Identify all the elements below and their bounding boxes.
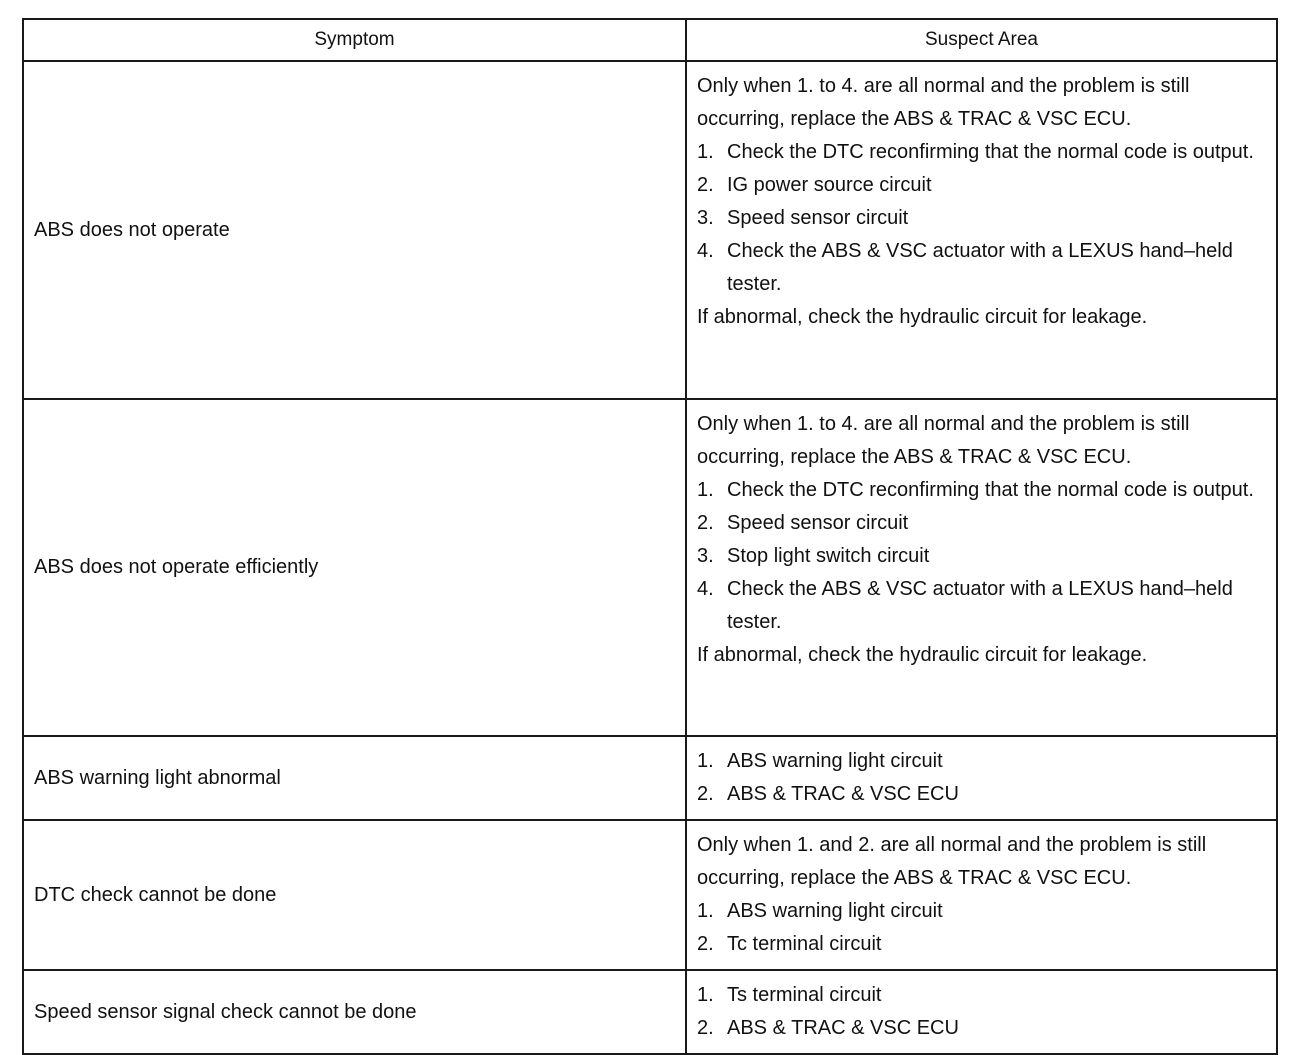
suspect-area-intro: Only when 1. to 4. are all normal and the problem is still occurring, replace the ABS & TRAC & VSC ECU. (697, 413, 1190, 468)
list-item-text: IG power source circuit (727, 174, 932, 196)
list-item (697, 745, 1268, 778)
table-row (23, 970, 1277, 1054)
list-item (697, 979, 1268, 1012)
list-item-number: 1. (697, 984, 714, 1006)
list-item-text: Ts terminal circuit (727, 984, 882, 1006)
suspect-area-intro: Only when 1. to 4. are all normal and the problem is still occurring, replace the ABS & TRAC & VSC ECU. (697, 75, 1190, 130)
table-row (23, 820, 1277, 970)
list-item-text: Speed sensor circuit (727, 207, 909, 229)
list-item-text: Speed sensor circuit (727, 512, 909, 534)
list-item-number: 2. (697, 512, 714, 534)
header-symptom: Symptom (23, 19, 686, 61)
suspect-area-cell (686, 736, 1277, 820)
table-row (23, 61, 1277, 399)
suspect-area-cell (686, 820, 1277, 970)
list-item-text: Check the ABS & VSC actuator with a LEXUS hand–held tester. (727, 240, 1233, 295)
list-item-number: 2. (697, 1017, 714, 1039)
table-row (23, 736, 1277, 820)
header-suspect-area: Suspect Area (686, 19, 1277, 61)
list-item-number: 2. (697, 174, 714, 196)
list-item (697, 169, 1268, 202)
list-item-text: Check the DTC reconfirming that the normal code is output. (727, 479, 1254, 501)
symptom-cell: ABS does not operate efficiently (23, 399, 686, 736)
list-item (697, 895, 1268, 928)
list-item (697, 928, 1268, 961)
list-item-number: 2. (697, 933, 714, 955)
list-item (697, 202, 1268, 235)
list-item-text: Stop light switch circuit (727, 545, 930, 567)
suspect-area-outro: If abnormal, check the hydraulic circuit for leakage. (697, 306, 1148, 328)
list-item (697, 474, 1268, 507)
list-item-text: ABS warning light circuit (727, 900, 943, 922)
list-item-number: 4. (697, 578, 714, 600)
list-item (697, 540, 1268, 573)
list-item-number: 1. (697, 900, 714, 922)
list-item-number: 3. (697, 545, 714, 567)
suspect-area-intro: Only when 1. and 2. are all normal and the problem is still occurring, replace the ABS & TRAC & VSC ECU. (697, 834, 1207, 889)
list-item-text: Check the DTC reconfirming that the normal code is output. (727, 141, 1254, 163)
list-item (697, 507, 1268, 540)
suspect-area-cell (686, 970, 1277, 1054)
list-item-text: ABS & TRAC & VSC ECU (727, 783, 959, 805)
list-item-number: 1. (697, 479, 714, 501)
list-item-text: ABS & TRAC & VSC ECU (727, 1017, 959, 1039)
list-item (697, 1012, 1268, 1045)
header-row (23, 19, 1277, 61)
list-item-text: Tc terminal circuit (727, 933, 882, 955)
symptom-table (22, 18, 1278, 1055)
symptom-cell: Speed sensor signal check cannot be done (23, 970, 686, 1054)
suspect-area-cell (686, 61, 1277, 399)
list-item-text: ABS warning light circuit (727, 750, 943, 772)
list-item-number: 1. (697, 750, 714, 772)
list-item-number: 3. (697, 207, 714, 229)
symptom-cell: ABS does not operate (23, 61, 686, 399)
symptom-cell: ABS warning light abnormal (23, 736, 686, 820)
list-item-number: 4. (697, 240, 714, 262)
table-row (23, 399, 1277, 736)
list-item-text: Check the ABS & VSC actuator with a LEXUS hand–held tester. (727, 578, 1233, 633)
list-item (697, 778, 1268, 811)
list-item (697, 573, 1268, 639)
list-item-number: 1. (697, 141, 714, 163)
suspect-area-outro: If abnormal, check the hydraulic circuit for leakage. (697, 644, 1148, 666)
list-item-number: 2. (697, 783, 714, 805)
symptom-cell: DTC check cannot be done (23, 820, 686, 970)
list-item (697, 235, 1268, 301)
suspect-area-cell (686, 399, 1277, 736)
list-item (697, 136, 1268, 169)
